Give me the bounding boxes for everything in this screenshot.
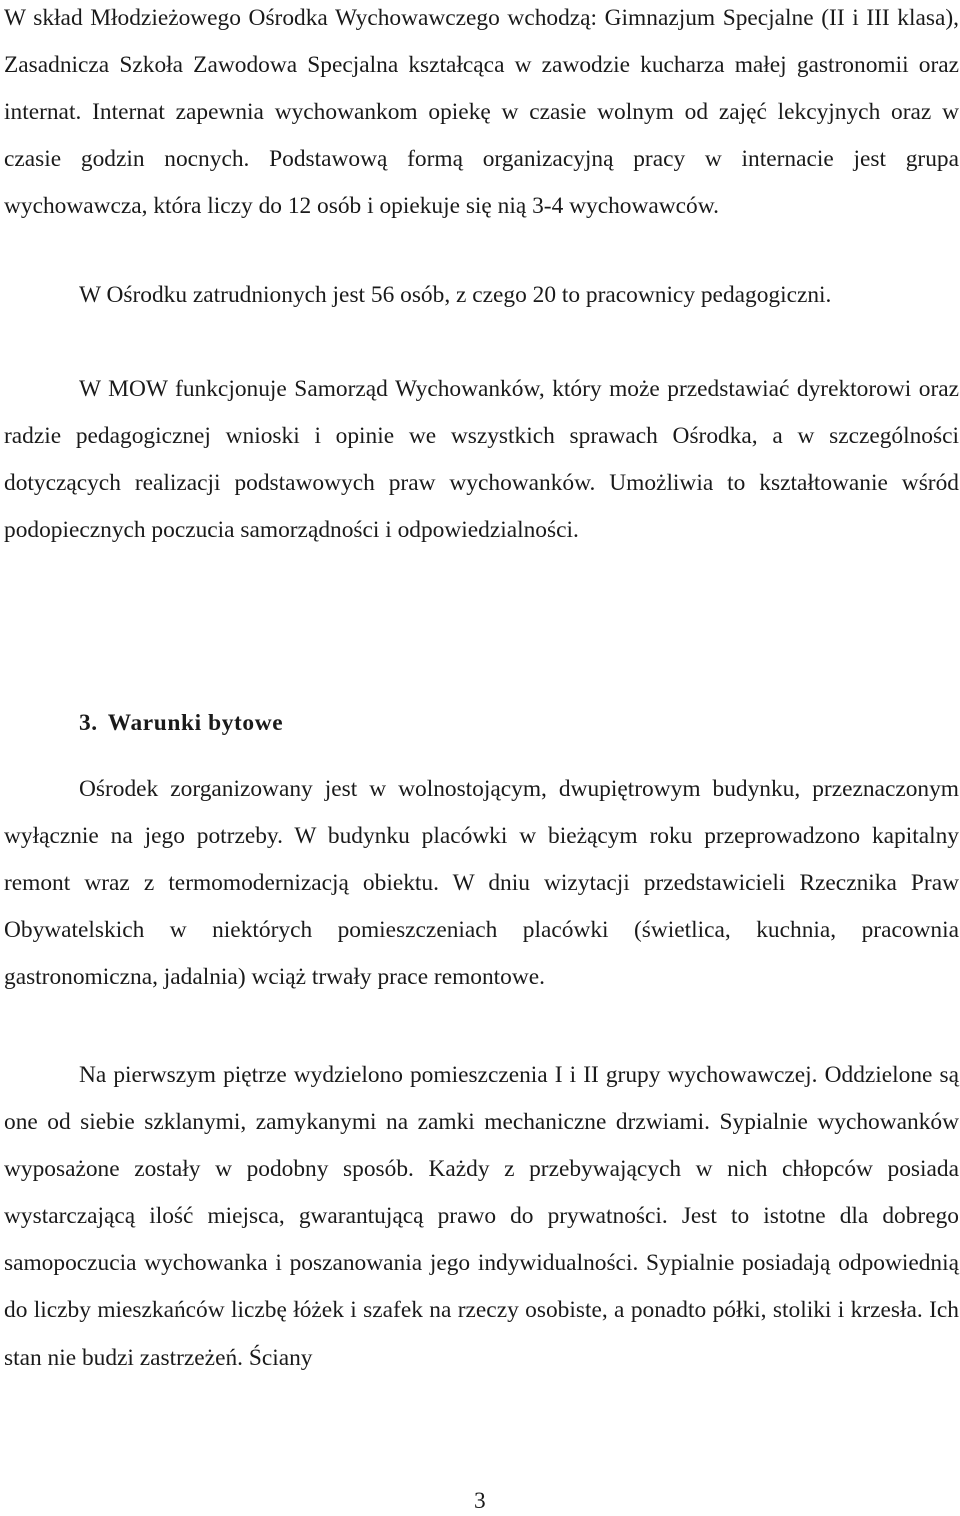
paragraph-structure: W skład Młodzieżowego Ośrodka Wychowawczego wchodzą: Gimnazjum Specjalne (II i III klasa), Zasadnicza Szkoła Zawodowa Specjalna kształcąca w zawodzie kucharza małej gastronomii oraz internat. Internat zapewnia wychowankom opiekę w czasie wolnym od zajęć lekcyjnych oraz w czasie godzin nocnych. Podstawową formą organizacyjną pracy w internacie jest grupa wychowawcza, która liczy do 12 osób i opiekuje się nią 3-4 wychowawców. — [4, 5, 959, 220]
paragraph-staff: W Ośrodku zatrudnionych jest 56 osób, z czego 20 to pracownicy pedagogiczni. — [79, 282, 832, 308]
paragraph-building: Ośrodek zorganizowany jest w wolnostojącym, dwupiętrowym budynku, przeznaczonym wyłącznie na jego potrzeby. W budynku placówki w bieżącym roku przeprowadzono kapitalny remont wraz z termomodernizacją obiektu. W dniu wizytacji przedstawicieli Rzecznika Praw Obywatelskich w niektórych pomieszczeniach placówki (świetlica, kuchnia, pracownia gastronomiczna, jadalnia) wciąż trwały prace remontowe. — [4, 776, 959, 991]
paragraph-first-floor: Na pierwszym piętrze wydzielono pomieszczenia I i II grupy wychowawczej. Oddzielone są one od siebie szklanymi, zamykanymi na zamki mechaniczne drzwiami. Sypialnie wychowanków wyposażone zostały w podobny sposób. Każdy z przebywających w nich chłopców posiada wystarczającą ilość miejsca, gwarantującą prawo do prywatności. Jest to istotne dla dobrego samopoczucia wychowanka i poszanowania jego indywidualności. Sypialnie posiadają odpowiednią do liczby mieszkańców liczbę łóżek i szafek na rzeczy osobiste, a ponadto półki, stoliki i krzesła. Ich stan nie budzi zastrzeżeń. Ściany — [4, 1062, 959, 1371]
paragraph-student-council: W MOW funkcjonuje Samorząd Wychowanków, który może przedstawiać dyrektorowi oraz radzie pedagogicznej wnioski i opinie we wszystkich sprawach Ośrodka, a w szczególności dotyczących realizacji podstawowych praw wychowanków. Umożliwia to kształtowanie wśród podopiecznych poczucia samorządności i odpowiedzialności. — [4, 376, 959, 544]
section-heading — [79, 708, 283, 738]
document-page — [4, 0, 959, 1514]
section-number: 3. — [79, 710, 98, 736]
page-number: 3 — [474, 1488, 486, 1514]
section-title: Warunki bytowe — [107, 710, 284, 736]
